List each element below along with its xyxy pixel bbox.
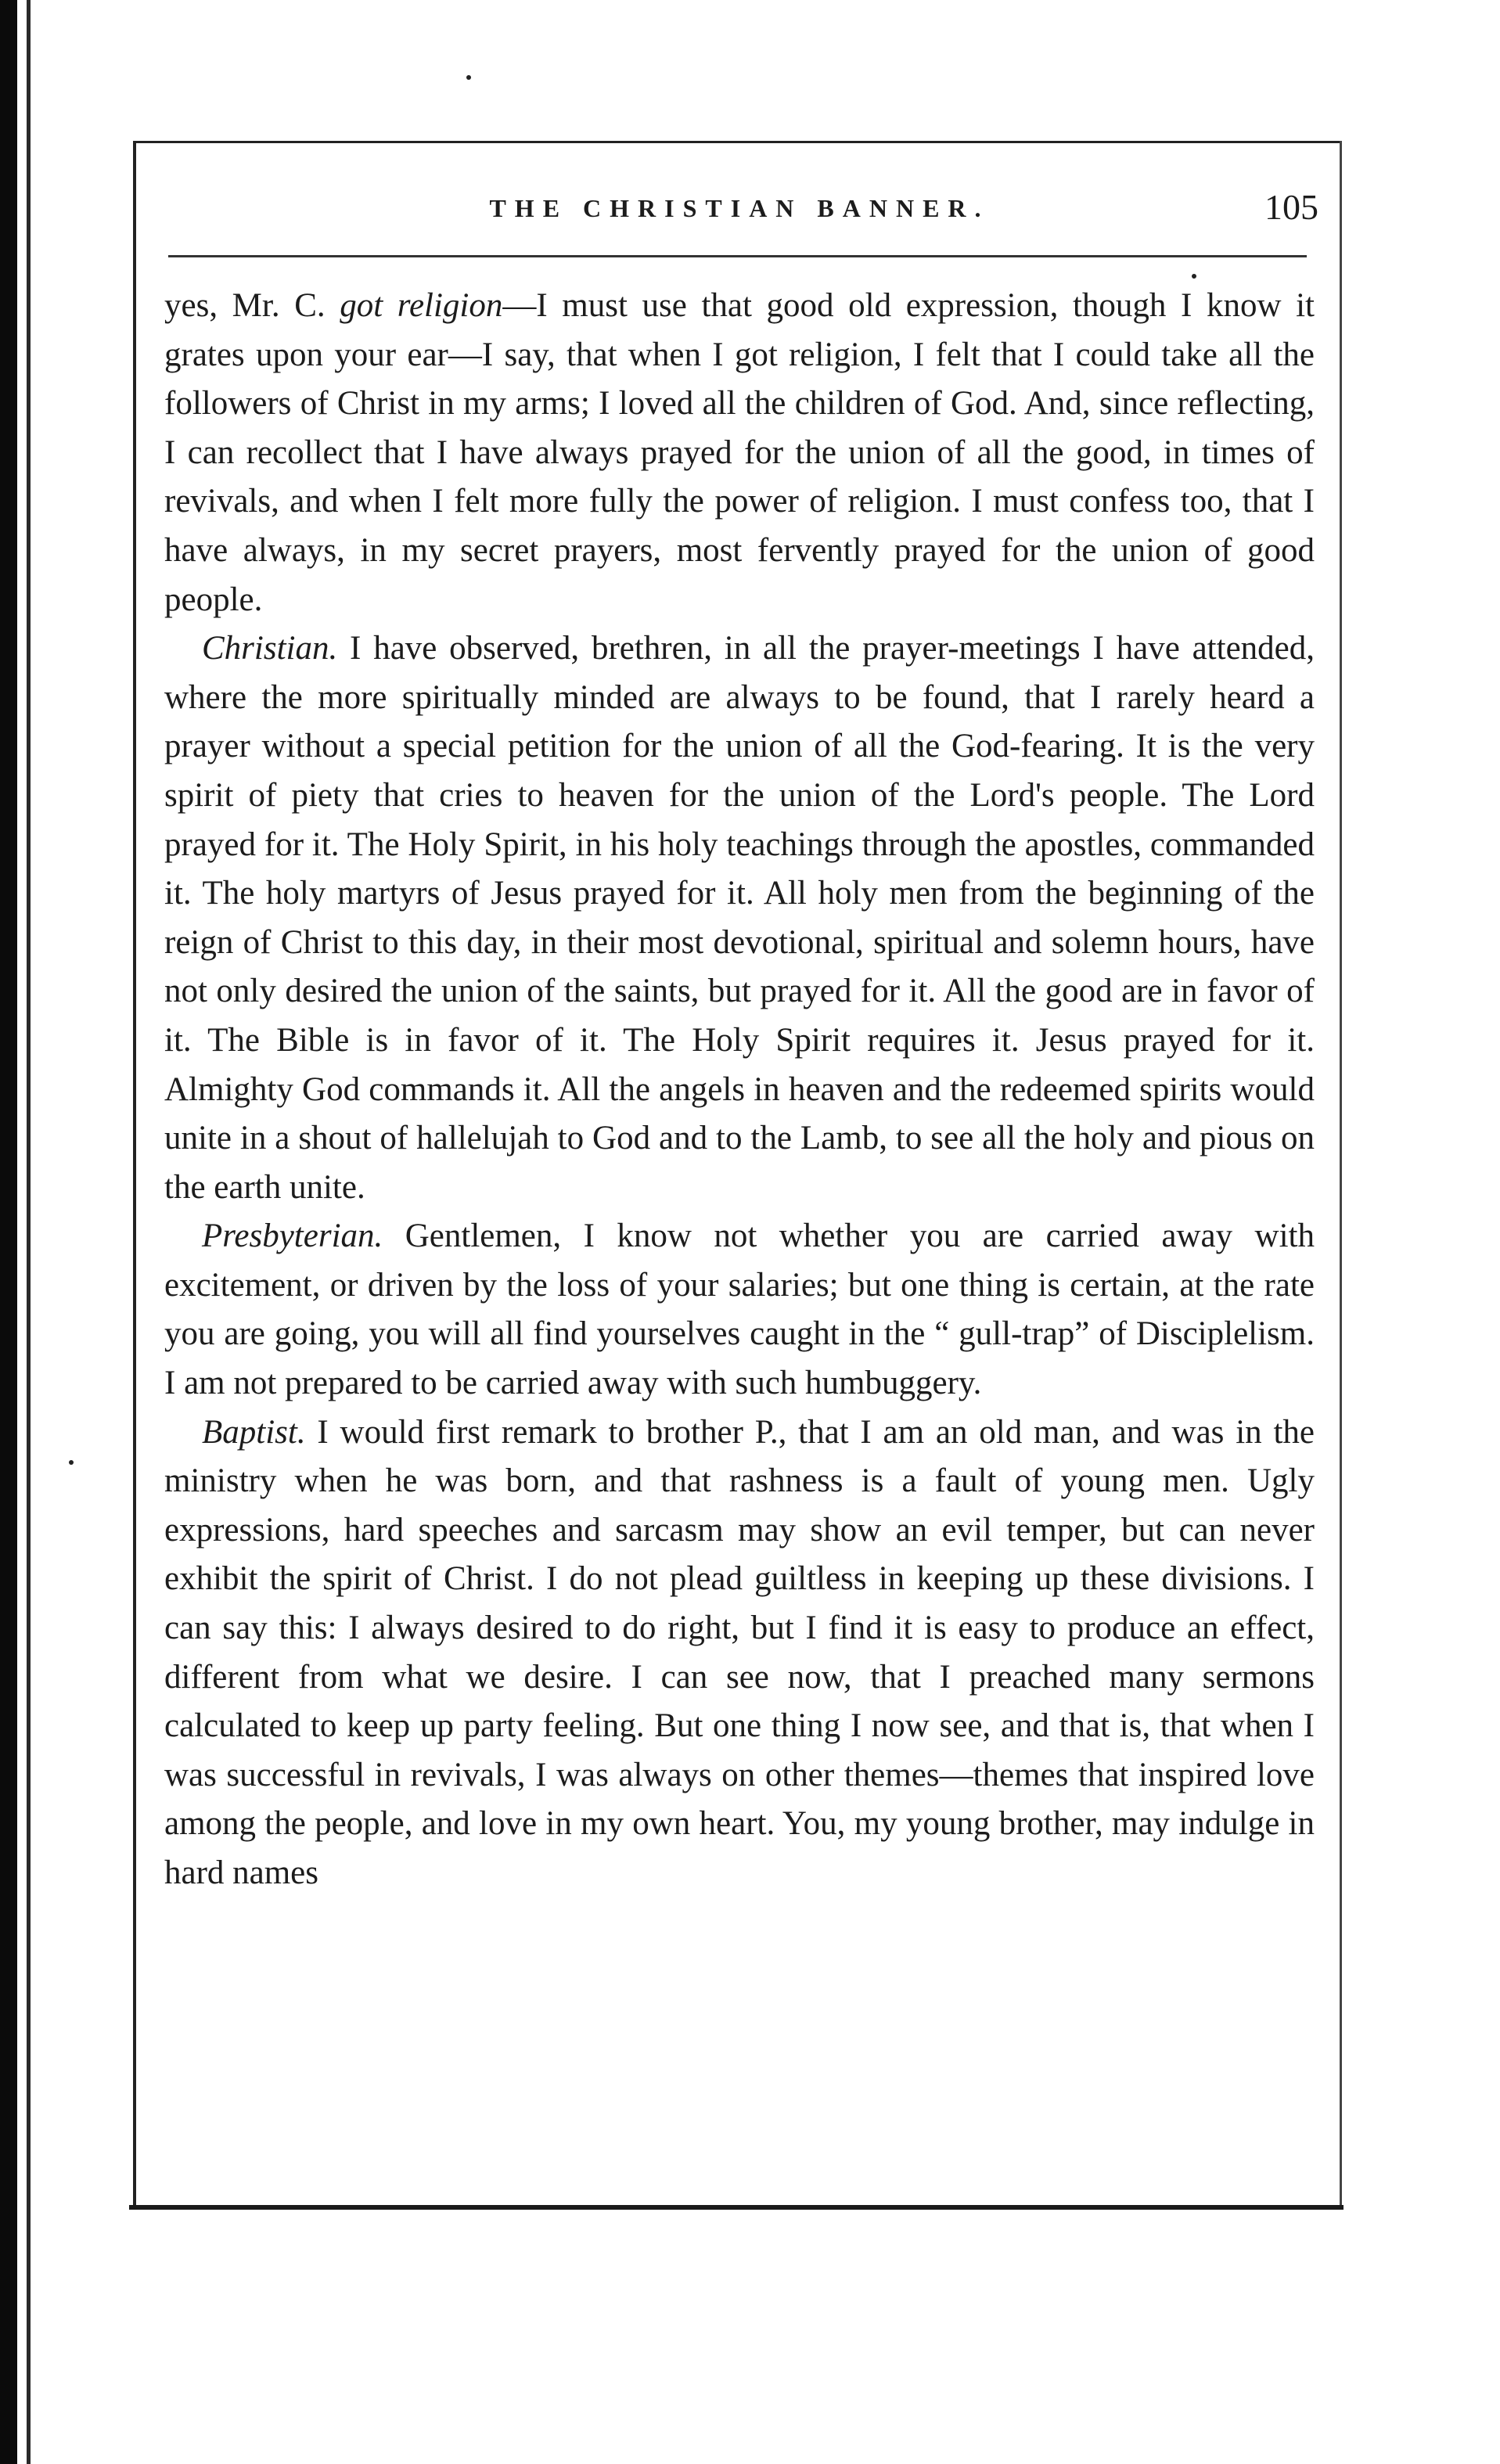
page-frame-bottom-rule [129,2205,1344,2210]
speaker-label: Christian. [202,630,338,667]
paragraph-christian [164,624,1315,1212]
running-head-rule [168,255,1307,257]
book-spine-shadow [0,0,17,2464]
paragraph-text: Gentlemen, I know not whether you are carried away with excitement, or driven by the loss of your salaries; but one thing is certain, at the rate you are going, you will all find yourselves caught in the “ gull-trap” of Disciplelism. I am not prepared to be carried away with such humbuggery. [164,1218,1315,1402]
running-head-title: THE CHRISTIAN BANNER. [489,194,990,222]
paragraph-presbyterian [164,1212,1315,1408]
print-speck [466,75,471,80]
paragraph-text: —I must use that good old expression, though I know it grates upon your ear—I say, that when I got religion, I felt that I could take all the followers of Christ in my arms; I loved all the children of God. And, since reflecting, I can recollect that I have always prayed for the union of all the good, in times of revivals, and when I felt more fully the power of religion. I must confess too, that I have always, in my secret prayers, most fervently prayed for the union of good people. [164,287,1315,618]
print-speck [69,1460,74,1465]
running-head [160,186,1318,241]
paragraph-text: I have observed, brethren, in all the prayer-meetings I have attended, where the more spiritually minded are always to be found, that I rarely heard a prayer without a special petition for the union of all the God-fearing. It is the very spirit of piety that cries to heaven for the union of the Lord's people. The Lord prayed for it. The Holy Spirit, in his holy teachings through the apostles, commanded it. The holy martyrs of Jesus prayed for it. All holy men from the beginning of the reign of Christ to this day, in their most devotional, spiritual and solemn hours, have not only desired the union of the saints, but prayed for it. All the good are in favor of it. The Bible is in favor of it. The Holy Spirit requires it. Jesus prayed for it. Almighty God commands it. All the angels in heaven and the redeemed spirits would unite in a shout of hallelujah to God and to the Lamb, to see all the holy and pious on the earth unite. [164,630,1315,1206]
paragraph-baptist [164,1408,1315,1898]
page-frame-right-rule [1340,141,1342,2207]
print-speck [1192,274,1196,279]
speaker-label: Presbyterian. [202,1218,383,1255]
page-body [164,282,1315,1898]
page-number: 105 [1264,187,1318,227]
speaker-label: Baptist. [202,1413,306,1451]
paragraph-continued [164,282,1315,624]
page-frame-top-rule [133,141,1342,143]
paragraph-text: I would first remark to brother P., that I am an old man, and was in the ministry when he was born, and that rashness is a fault of young men. Ugly expressions, hard speeches and sarcasm may show an evil temper, but can never exhibit the spirit of Christ. I do not plead guiltless in keeping up these divisions. I can say this: I always desired to do right, but I find it is easy to produce an effect, different from what we desire. I can see now, that I preached many sermons calculated to keep up party feeling. But one thing I now see, and that is, that when I was successful in revivals, I was always on other themes—themes that inspired love among the people, and love in my own heart. You, my young brother, may indulge in hard names [164,1413,1315,1891]
page-frame-left-rule [133,141,136,2207]
book-gutter-line [27,0,31,2464]
emphasis-phrase: got religion [340,287,503,324]
paragraph-lead-text: yes, Mr. C. [164,287,340,324]
